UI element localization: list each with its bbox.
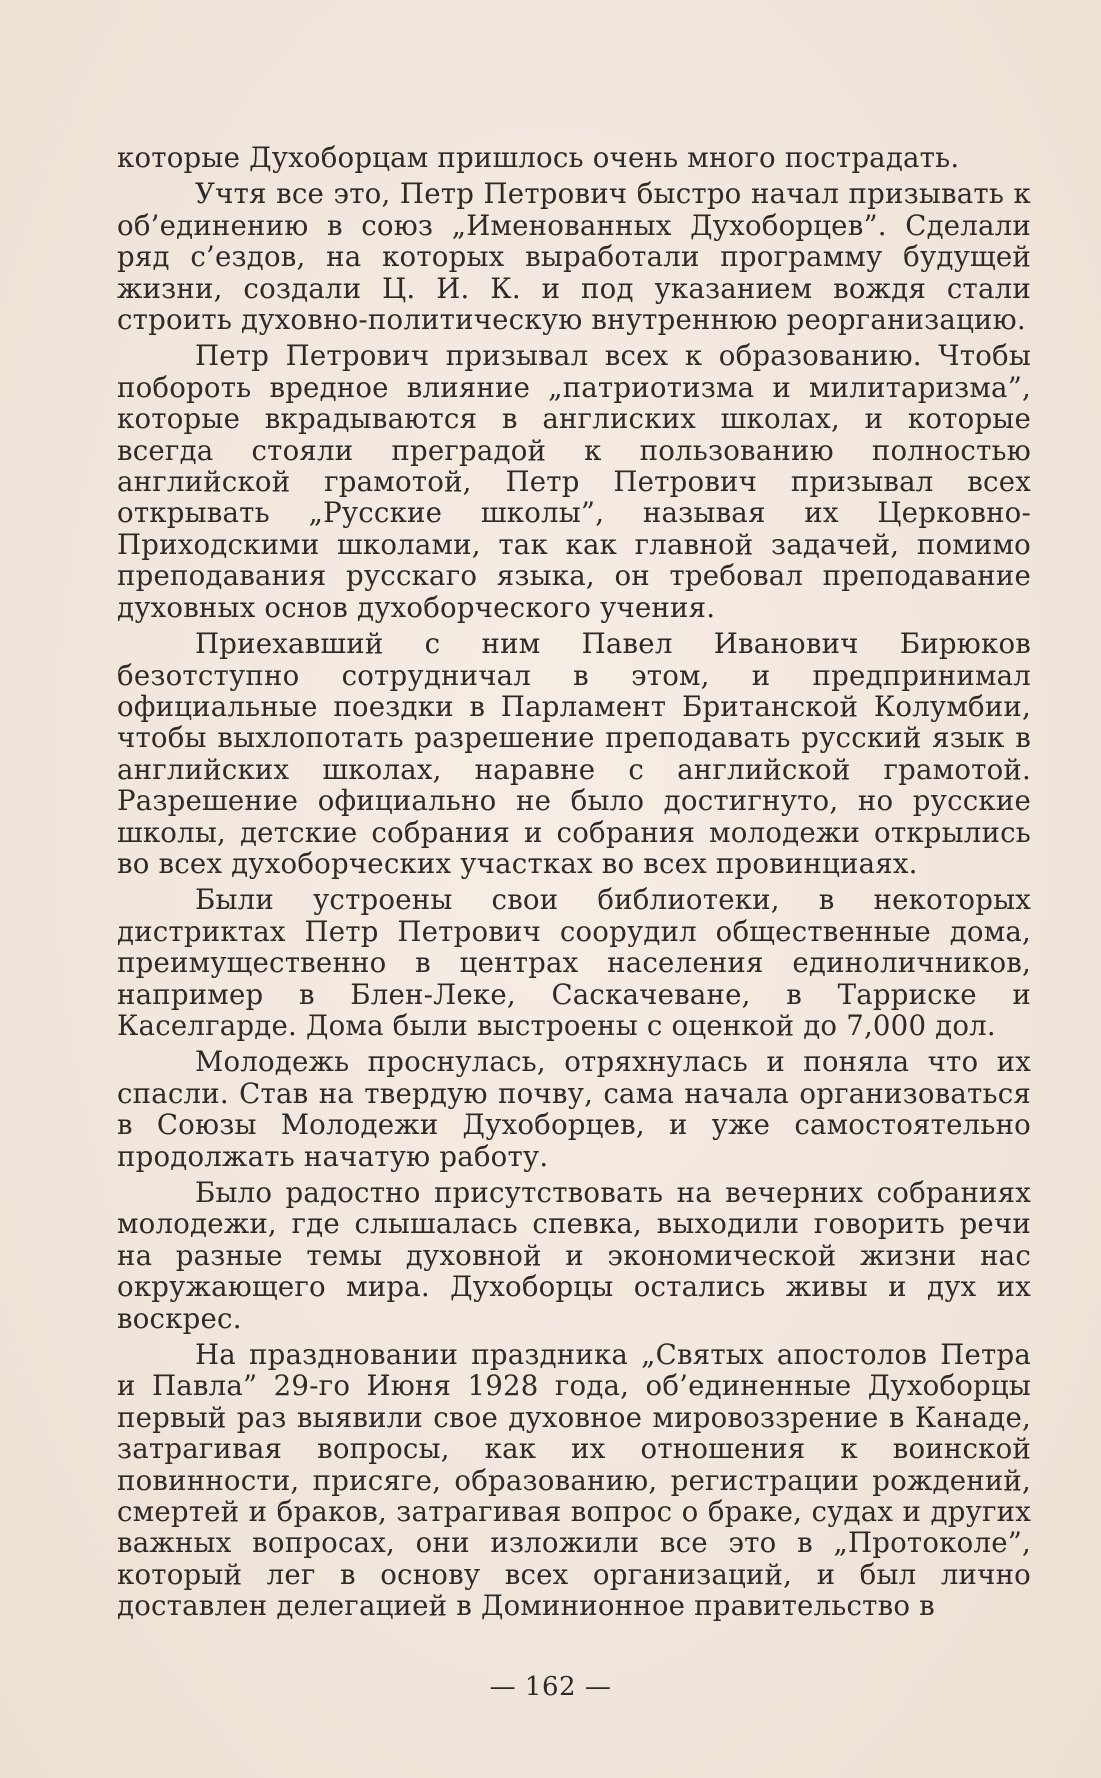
paragraph: Было радостно присутствовать на вечерних собраниях молодежи, где слышалась спевка, выходили говорить речи на разные темы духовной и экономической жизни нас окружающего мира. Духоборцы остались живы и дух их воскрес.: [117, 1176, 1031, 1335]
paragraph: На праздновании праздника „Святых апостолов Петра и Павла” 29-го Июня 1928 года, об’единенные Духоборцы первый раз выявили свое духовное мировоззрение в Канаде, затрагивая вопросы, как их отношения к воинской повинности, присяге, образованию, регистрации рождений, смертей и браков, затрагивая вопрос о браке, судах и других важных вопросах, они изложили все это в „Протоколе”, который лег в основу всех организаций, и был лично доставлен делегацией в Доминионное правительство в: [117, 1338, 1031, 1623]
paragraph-continuation: которые Духоборцам пришлось очень много пострадать.: [117, 141, 960, 174]
body-text: [117, 142, 1031, 1627]
paragraph: Молодежь проснулась, отряхнулась и поняла что их спасли. Став на твердую почву, сама начала организоваться в Союзы Молодежи Духоборцев, и уже самостоятельно продолжать начатую работу.: [117, 1045, 1031, 1173]
page-number: — 162 —: [489, 1672, 612, 1702]
paragraph: Учтя все это, Петр Петрович быстро начал призывать к об’единению в союз „Именованных Духоборцев”. Сделали ряд с’ездов, на которых выработали программу будущей жизни, создали Ц. И. К. и под указанием вождя стали строить духовно-политическую внутреннюю реорганизацию.: [117, 177, 1031, 337]
paragraph: Были устроены свои библиотеки, в некоторых дистриктах Петр Петрович соорудил общественные дома, преимущественно в центрах населения единоличников, например в Блен-Леке, Саскачеване, в Тарриске и Каселгарде. Дома были выстроены с оценкой до 7,000 дол.: [117, 883, 1031, 1042]
paragraph: Приехавший с ним Павел Иванович Бирюков безотступно сотрудничал в этом, и предпринимал официальные поездки в Парламент Британской Колумбии, чтобы выхлопотать разрешение преподавать русский язык в английских школах, наравне с английской грамотой. Разрешение официально не было достигнуто, но русские школы, детские собрания и собрания молодежи открылись во всех духоборческих участках во всех провинциаях.: [117, 627, 1031, 880]
paragraph: Петр Петрович призывал всех к образованию. Чтобы побороть вредное влияние „патриотизма и милитаризма”, которые вкрадываются в англиских школах, и которые всегда стояли преградой к пользованию полностью английской грамотой, Петр Петрович призывал всех открывать „Русские школы”, называя их Церковно-Приходскими школами, так как главной задачей, помимо преподавания русскаго языка, он требовал преподавание духовных основ духоборческого учения.: [117, 339, 1031, 624]
